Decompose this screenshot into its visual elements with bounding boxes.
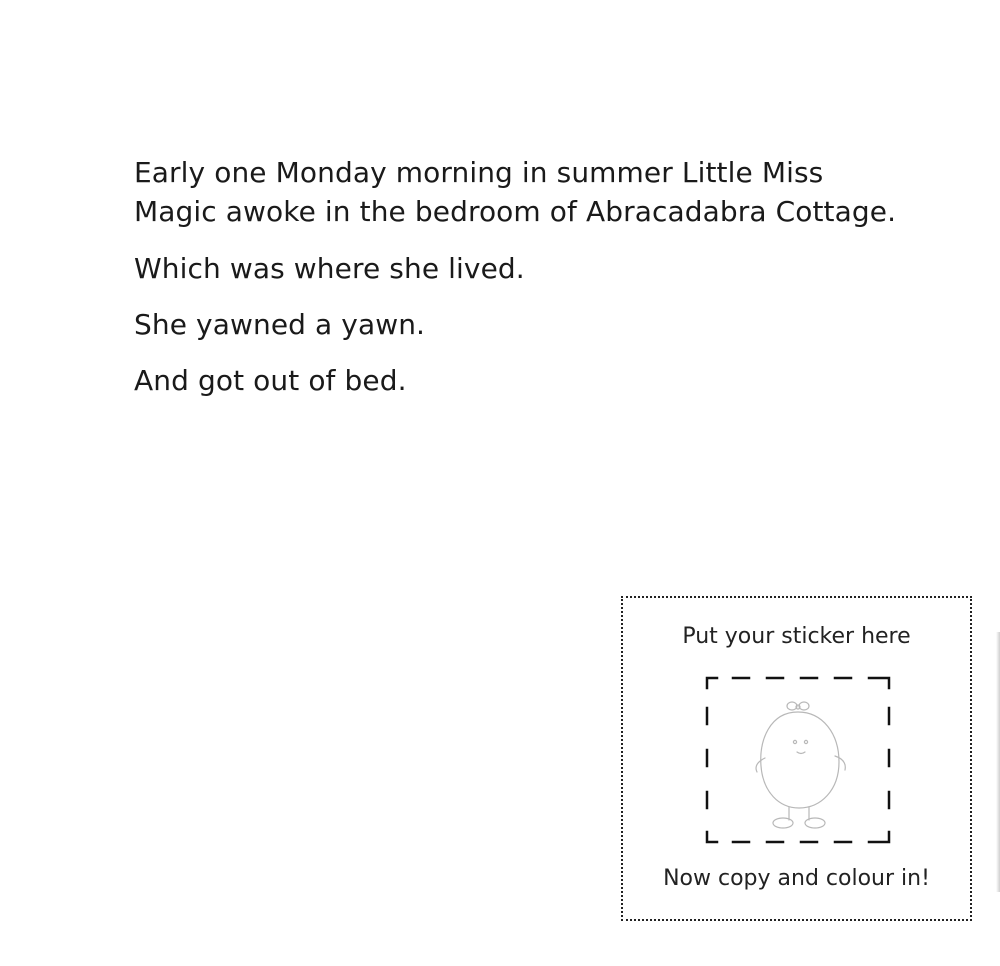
story-paragraph-3: She yawned a yawn. <box>134 308 426 341</box>
story-text <box>134 153 914 417</box>
story-paragraph-2: Which was where she lived. <box>134 252 525 285</box>
little-miss-magic-sketch-icon <box>756 702 845 828</box>
sticker-title: Put your sticker here <box>682 624 911 649</box>
page-edge <box>996 632 1000 892</box>
sticker-frame <box>703 674 893 846</box>
sticker-caption: Now copy and colour in! <box>663 866 930 891</box>
story-paragraph-1: Early one Monday morning in summer Little Miss Magic awoke in the bedroom of Abracadabra Cottage. <box>134 156 897 228</box>
sticker-panel <box>621 596 972 921</box>
story-paragraph-4: And got out of bed. <box>134 364 407 397</box>
